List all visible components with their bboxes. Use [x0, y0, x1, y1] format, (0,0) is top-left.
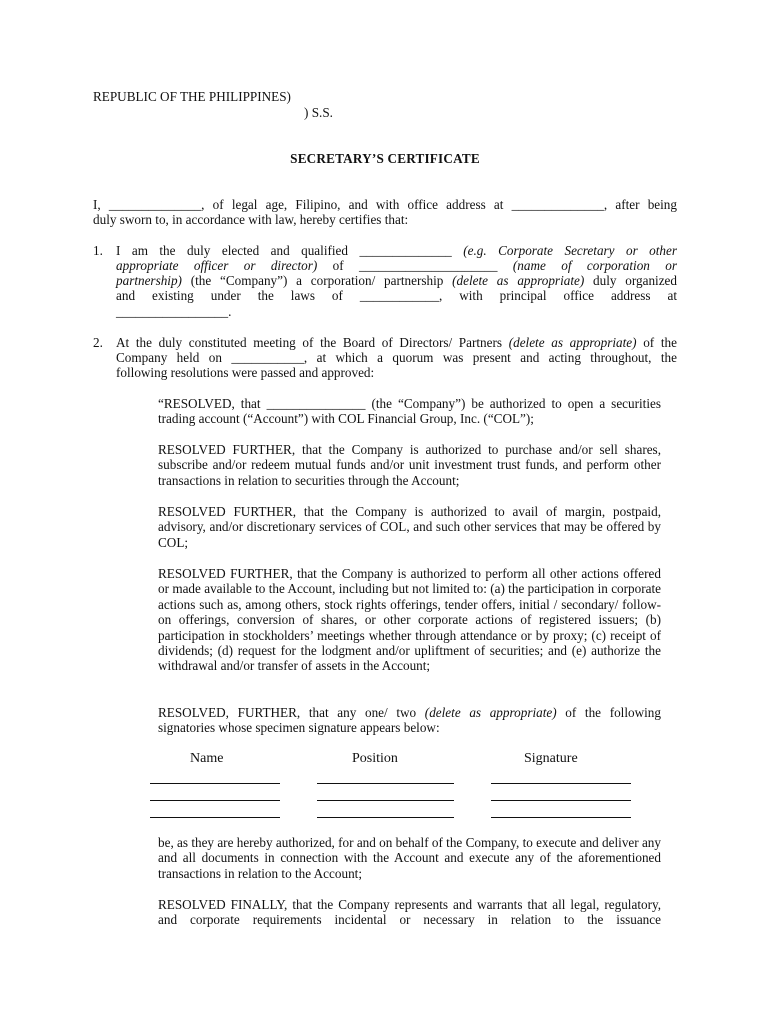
item-2-text: At the duly constituted meeting of the Board of Directors/ Partners	[116, 335, 509, 350]
signature-line[interactable]	[491, 783, 631, 784]
intro-line-1: I, ______________, of legal age, Filipino, and with office address at ______________, after being	[93, 197, 677, 212]
resolution-purchase-sell: RESOLVED FURTHER, that the Company is authorized to purchase and/or sell shares, subscribe and/or redeem mutual funds and/or unit investment trust funds, and perform other transactions in relation to securities through the Account;	[158, 442, 661, 488]
item-1-italic-note: (e.g. Corporate Secretary or other	[463, 243, 677, 258]
name-line[interactable]	[150, 800, 280, 801]
column-header-name: Name	[190, 751, 224, 766]
resolution-margin-services: RESOLVED FURTHER, that the Company is authorized to avail of margin, postpaid, advisory, and/or discretionary services of COL, and such other services that may be offered by COL;	[158, 504, 661, 550]
item-1-italic-note: (name of corporation or	[512, 258, 677, 273]
document-title: SECRETARY’S CERTIFICATE	[290, 151, 480, 166]
item-2-number: 2.	[93, 335, 103, 350]
item-1-text: of _____________________	[317, 258, 513, 273]
position-line[interactable]	[317, 800, 454, 801]
item-2-line-3: following resolutions were passed and approved:	[116, 365, 375, 380]
resolution-finally: RESOLVED FINALLY, that the Company represents and warrants that all legal, regulatory, and corporate requirements incidental or necessary in relation to the issuance	[158, 897, 661, 928]
item-1-italic-note: appropriate officer or director)	[116, 258, 318, 273]
item-1-line-1	[116, 243, 677, 258]
ss-header: ) S.S.	[304, 105, 333, 120]
name-line[interactable]	[150, 783, 280, 784]
item-1-text: duly organized	[584, 273, 677, 288]
resolution-open-account: “RESOLVED, that _______________ (the “Company”) be authorized to open a securities trading account (“Account”) with COL Financial Group, Inc. (“COL”);	[158, 396, 661, 427]
position-line[interactable]	[317, 817, 454, 818]
resolution-text: RESOLVED, FURTHER, that any one/ two	[158, 705, 425, 720]
item-1-text: I am the duly elected and qualified ______________	[116, 243, 464, 258]
signature-line[interactable]	[491, 817, 631, 818]
resolution-italic-note: (delete as appropriate)	[424, 705, 557, 720]
item-1-number: 1.	[93, 243, 103, 258]
item-1-italic-note: partnership)	[116, 273, 182, 288]
item-2-line-2: Company held on ___________, at which a quorum was present and acting throughout, the	[116, 350, 677, 365]
column-header-signature: Signature	[524, 751, 578, 766]
item-1-line-4: and existing under the laws of ____________, with principal office address at	[116, 288, 677, 303]
republic-header: REPUBLIC OF THE PHILIPPINES)	[93, 89, 291, 104]
item-1-line-2	[116, 258, 677, 273]
item-2-italic-note: (delete as appropriate)	[508, 335, 637, 350]
item-2-text: of the	[636, 335, 677, 350]
item-2-line-1	[116, 335, 677, 350]
resolution-other-actions: RESOLVED FURTHER, that the Company is authorized to perform all other actions offered or made available to the Account, including but not limited to: (a) the participation in corporate actions such as, among others, stock rights offerings, tender offers, initial / secondary/ follow-on offerings, conversion of shares, or other corporate actions of registered issuers; (b) participation in stockholders’ meetings whether through attendance or by proxy; (c) receipt of dividends; (d) request for the lodgment and/or upliftment of securities; and (e) authorize the withdrawal and/or transfer of assets in the Account;	[158, 566, 661, 674]
name-line[interactable]	[150, 817, 280, 818]
item-1-line-3	[116, 273, 677, 288]
resolution-signatories	[158, 705, 661, 736]
resolution-text: of the following signatories whose specimen signature appears below:	[158, 705, 661, 736]
signature-line[interactable]	[491, 800, 631, 801]
column-header-position: Position	[352, 751, 398, 766]
intro-line-2: duly sworn to, in accordance with law, hereby certifies that:	[93, 212, 409, 227]
item-1-italic-note: (delete as appropriate)	[452, 273, 585, 288]
item-1-text: (the “Company”) a corporation/ partnership	[181, 273, 453, 288]
item-1-line-5: _________________.	[116, 304, 232, 319]
position-line[interactable]	[317, 783, 454, 784]
resolution-authorization: be, as they are hereby authorized, for and on behalf of the Company, to execute and deliver any and all documents in connection with the Account and execute any of the aforementioned transactions in relation to the Account;	[158, 835, 661, 881]
